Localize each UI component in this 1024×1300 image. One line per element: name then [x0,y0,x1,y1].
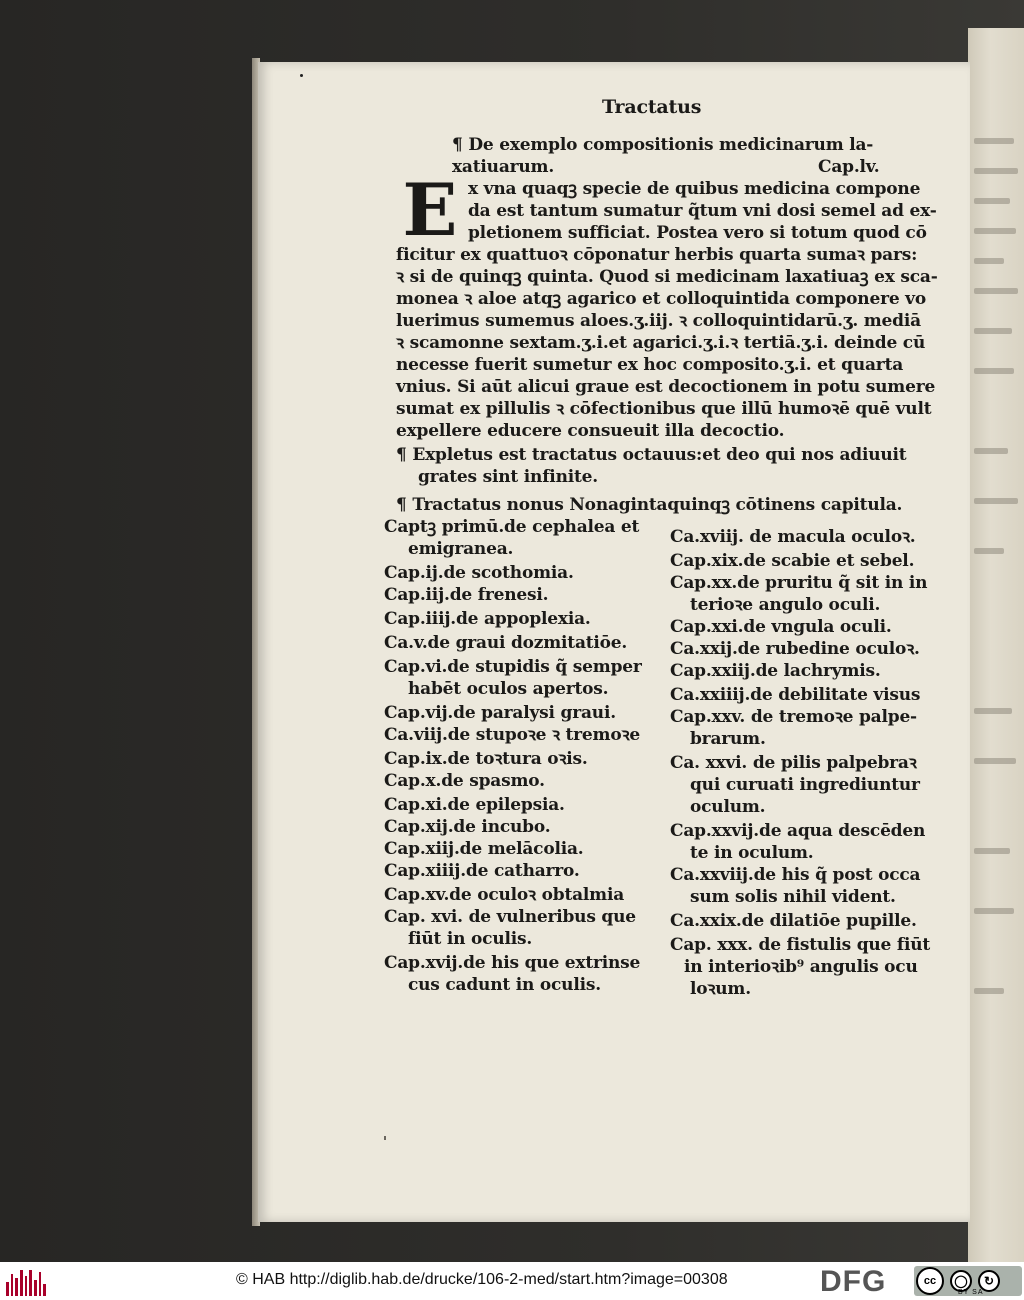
decorated-initial: E [402,167,458,252]
text-line: grates sint infinite. [418,467,598,487]
toc-entry: emigranea. [408,539,514,559]
by-icon: ◯ [950,1270,972,1292]
toc-entry: Cap.xxiij.de lachrymis. [670,661,881,681]
toc-entry: Cap. xxx. de fistulis que fiūt [670,935,931,955]
toc-entry: Ca.xviij. de macula oculoꝛ. [670,527,916,547]
text-line: pletionem sufficiat. Postea vero si totum quod cō [468,223,927,243]
footer-bar [0,1262,1024,1300]
toc-entry: Cap.xix.de scabie et sebel. [670,551,915,571]
facing-page [968,28,1024,1262]
toc-entry: Ca.v.de graui dozmitatiōe. [384,633,628,653]
toc-entry: Cap.xvij.de his que extrinse [384,953,641,973]
toc-entry: in interioꝛib⁹ angulis ocu [684,957,918,977]
toc-entry: habēt oculos apertos. [408,679,609,699]
toc-entry: Cap.xiij.de melācolia. [384,839,584,859]
chapter-number: Cap.lv. [818,157,880,177]
toc-entry: fiūt in oculis. [408,929,533,949]
text-line: ꝛ si de quinqꝫ quinta. Quod si medicinam laxatiuaꝫ ex sca- [396,267,938,287]
toc-entry: Cap.ij.de scothomia. [384,563,574,583]
toc-entry: Ca.viij.de stupoꝛe ꝛ tremoꝛe [384,725,640,745]
text-line: x vna quaqꝫ specie de quibus medicina compone [468,179,921,199]
toc-entry: Cap.xiiij.de catharro. [384,861,580,881]
toc-entry: Cap.xi.de epilepsia. [384,795,565,815]
toc-entry: brarum. [690,729,766,749]
toc-entry: Cap.xij.de incubo. [384,817,551,837]
sa-icon: ↻ [978,1270,1000,1292]
toc-entry: Ca.xxviij.de his q̃ post occa [670,865,921,885]
toc-entry: qui curuati ingrediuntur [690,775,920,795]
running-head: Tractatus [602,96,702,118]
license-tags [958,1289,984,1296]
toc-entry: Cap.vij.de paralysi graui. [384,703,616,723]
copyright-link[interactable]: © HAB http://diglib.hab.de/drucke/106-2-med/start.htm?image=00308 [236,1271,728,1288]
text-line: ¶ Expletus est tractatus octauus:et deo qui nos adiuuit [396,445,907,465]
toc-entry: Cap.xxvij.de aqua descēden [670,821,926,841]
toc-entry: Cap.xv.de oculoꝛ obtalmia [384,885,625,905]
toc-entry: Cap.xxv. de tremoꝛe palpe- [670,707,917,727]
toc-entry: te in oculum. [690,843,814,863]
text-line: vnius. Si aūt alicui graue est decoctionem in potu sumere [396,377,936,397]
text-line: luerimus sumemus aloes.ʒ.iij. ꝛ colloquintidarū.ʒ. mediā [396,311,921,331]
toc-entry: Cap.x.de spasmo. [384,771,545,791]
text-line: ficitur ex quattuoꝛ cōponatur herbis quarta sumaꝛ pars: [396,245,918,265]
toc-entry: sum solis nihil vident. [690,887,896,907]
text-line: da est tantum sumatur q̃tum vni dosi semel ad ex- [468,201,937,221]
toc-entry: loꝛum. [690,979,751,999]
by-label: BY [958,1289,970,1296]
page-mark [300,74,303,77]
toc-entry: Cap.vi.de stupidis q̃ semper [384,657,642,677]
toc-entry: Captꝫ primū.de cephalea et [384,517,640,537]
chapter-heading: ¶ De exemplo compositionis medicinarum la- [452,135,874,155]
cc-icon: cc [916,1267,944,1295]
chapter-heading-cont: xatiuarum. [452,157,555,177]
toc-entry: oculum. [690,797,766,817]
toc-entry: Ca. xxvi. de pilis palpebraꝛ [670,753,917,773]
page-mark [384,1136,386,1140]
toc-entry: Cap.xx.de pruritu q̃ sit in in [670,573,928,593]
toc-entry: cus cadunt in oculis. [408,975,601,995]
hab-logo-icon[interactable] [6,1268,46,1296]
text-line: expellere educere consueuit illa decoctio. [396,421,785,441]
sa-label: SA [972,1289,984,1296]
toc-entry: Ca.xxix.de dilatiōe pupille. [670,911,917,931]
toc-entry: Cap.ix.de toꝛtura oꝛis. [384,749,588,769]
toc-entry: Cap.xxi.de vngula oculi. [670,617,892,637]
toc-entry: Ca.xxiiij.de debilitate visus [670,685,921,705]
toc-entry: Ca.xxij.de rubedine oculoꝛ. [670,639,920,659]
toc-entry: Cap. xvi. de vulneribus que [384,907,636,927]
text-line: necesse fuerit sumetur ex hoc composito.ʒ.i. et quarta [396,355,904,375]
license-badge[interactable] [914,1266,1022,1296]
text-line: ꝛ scamonne sextam.ʒ.i.et agarici.ʒ.i.ꝛ tertiā.ʒ.i. deinde cū [396,333,926,353]
toc-entry: Cap.iiij.de appoplexia. [384,609,591,629]
text-line: sumat ex pillulis ꝛ cōfectionibus que illū humoꝛē quē vult [396,399,932,419]
dfg-logo[interactable]: DFG [820,1265,887,1298]
toc-entry: Cap.iij.de frenesi. [384,585,549,605]
text-line: monea ꝛ aloe atqꝫ agarico et colloquintida componere vo [396,289,926,309]
toc-heading: ¶ Tractatus nonus Nonagintaquinqꝫ cōtinens capitula. [396,495,903,515]
toc-entry: terioꝛe angulo oculi. [690,595,881,615]
